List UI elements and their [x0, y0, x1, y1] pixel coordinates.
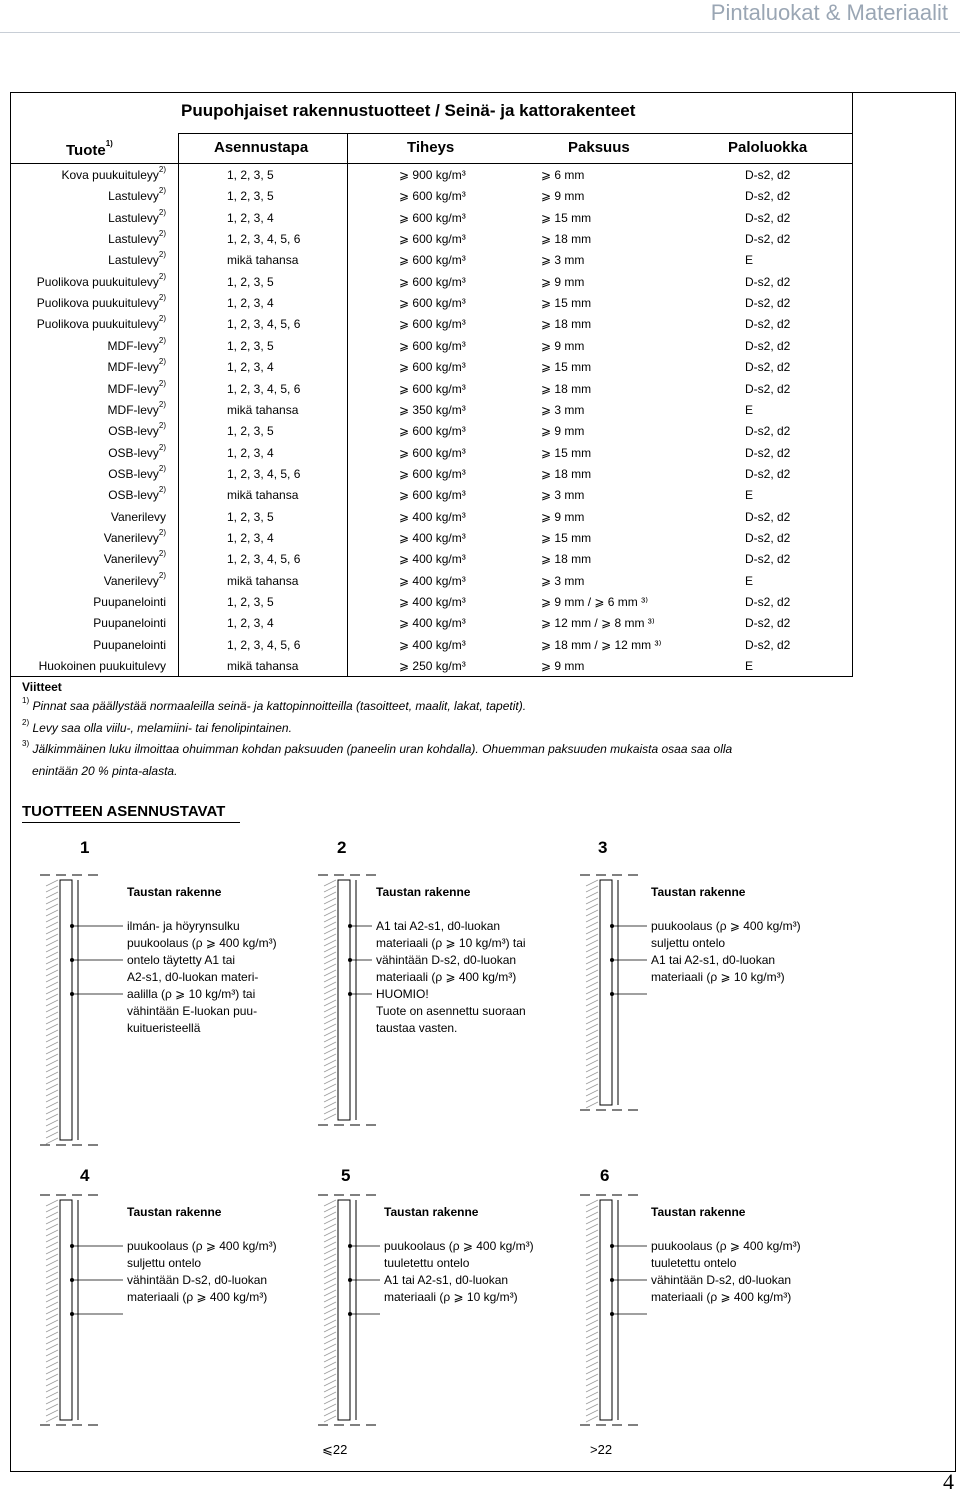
cell-thickness: ⩾ 15 mm — [541, 445, 592, 460]
diagram-label: puukoolaus (ρ ⩾ 400 kg/m³) — [127, 936, 277, 950]
diagram-label: materiaali (ρ ⩾ 10 kg/m³) — [384, 1290, 518, 1304]
cell-thickness: ⩾ 3 mm — [541, 573, 585, 588]
footnote-ref: 2) — [158, 229, 166, 239]
cell-density: ⩾ 400 kg/m³ — [399, 509, 466, 524]
table-row — [11, 570, 852, 591]
cell-fire-class: D-s2, d2 — [745, 189, 791, 204]
footnote-ref: 2) — [158, 207, 166, 217]
table-rule-top — [178, 133, 853, 134]
cell-method: 1, 2, 3, 4 — [227, 445, 274, 460]
cell-fire-class: E — [745, 659, 754, 674]
cell-fire-class: E — [745, 573, 754, 588]
col-header-thickness: Paksuus — [568, 139, 630, 156]
cell-method: 1, 2, 3, 4, 5, 6 — [227, 466, 301, 481]
cell-thickness: ⩾ 18 mm — [541, 552, 592, 567]
footnote-ref: 2) — [158, 442, 166, 452]
cell-fire-class: D-s2, d2 — [745, 424, 791, 439]
cell-product: Kova puukuituleyy$^{2)}$ — [61, 165, 166, 182]
table-col-divider-right — [852, 92, 853, 677]
page-number: 4 — [943, 1469, 954, 1494]
cell-fire-class: D-s2, d2 — [745, 338, 791, 353]
diagram-label: puukoolaus (ρ ⩾ 400 kg/m³) — [384, 1239, 534, 1253]
footnote-ref: 2) — [158, 485, 166, 495]
notes-title: Viitteet — [22, 680, 62, 694]
cell-density: ⩾ 900 kg/m³ — [399, 168, 466, 182]
footnote-ref: 2) — [158, 293, 166, 303]
diagram-label: puukoolaus (ρ ⩾ 400 kg/m³) — [127, 1239, 277, 1253]
table-row — [11, 463, 852, 484]
cell-fire-class: D-s2, d2 — [745, 552, 791, 567]
diagram-label: vähintään D-s2, d0-luokan — [127, 1273, 268, 1287]
diagram-label: taustaa vasten. — [376, 1021, 458, 1035]
footnote-ref: 2) — [158, 186, 166, 196]
table-row — [11, 548, 852, 569]
cell-density: ⩾ 400 kg/m³ — [399, 573, 466, 588]
cell-method: 1, 2, 3, 4, 5, 6 — [227, 381, 301, 396]
gap-small-label: ⩽22 — [322, 1442, 348, 1457]
table-row — [11, 313, 852, 334]
table-row — [11, 185, 852, 206]
col-header-density: Tiheys — [407, 139, 455, 156]
cell-fire-class: D-s2, d2 — [745, 445, 791, 460]
diagram-label: materiaali (ρ ⩾ 10 kg/m³) tai — [376, 936, 526, 950]
footnote-ref: 2) — [158, 378, 166, 388]
cell-method: mikä tahansa — [227, 573, 299, 588]
diagram-number: 5 — [341, 1166, 351, 1185]
table-row — [11, 442, 852, 463]
cell-product: Huokoinen puukuitulevy — [38, 659, 166, 674]
table-row — [11, 207, 852, 228]
cell-product: Lastulevy$^{2)}$ — [108, 207, 166, 225]
cell-method: 1, 2, 3, 4, 5, 6 — [227, 552, 301, 567]
cell-product: Vanerilevy$^{2)}$ — [103, 549, 166, 567]
cell-method: 1, 2, 3, 5 — [227, 168, 274, 182]
diagram-heading: Taustan rakenne — [127, 1205, 222, 1219]
cell-method: 1, 2, 3, 5 — [227, 189, 274, 204]
cell-fire-class: D-s2, d2 — [745, 595, 791, 609]
note-3: $^{3)}$ Jälkimmäinen luku ilmoittaa ohuimman kohdan paksuuden (paneelin uran kohdalla). Ohuemman paksuuden mukaista osaa saa olla — [22, 739, 733, 756]
diagram-number: 4 — [80, 1166, 90, 1185]
cell-method: 1, 2, 3, 5 — [227, 274, 274, 289]
footnote-ref: 2) — [158, 314, 166, 324]
cell-product: Vanerilevy$^{2)}$ — [103, 527, 166, 545]
table-row — [11, 335, 852, 356]
diagram-label: vähintään E-luokan puu- — [127, 1004, 258, 1018]
note-3-cont: enintään 20 % pinta-alasta. — [32, 764, 178, 778]
table-row — [11, 399, 852, 420]
table-row — [11, 292, 852, 313]
diagram-label: HUOMIO! — [376, 987, 429, 1001]
cell-method: mikä tahansa — [227, 253, 299, 268]
cell-product: Lastulevy$^{2)}$ — [108, 250, 166, 268]
diagram-heading: Taustan rakenne — [376, 885, 471, 899]
cell-thickness: ⩾ 9 mm — [541, 274, 585, 289]
diagram-label: puukoolaus (ρ ⩾ 400 kg/m³) — [651, 1239, 801, 1253]
diagram-label: suljettu ontelo — [127, 1256, 202, 1270]
cell-thickness: ⩾ 9 mm — [541, 424, 585, 439]
table-row — [11, 612, 852, 633]
cell-density: ⩾ 600 kg/m³ — [399, 338, 466, 353]
cell-method: 1, 2, 3, 4 — [227, 210, 274, 225]
footnote-ref: 2) — [158, 357, 166, 367]
diagram-label: A2-s1, d0-luokan materi- — [127, 970, 259, 984]
diagram-label: materiaali (ρ ⩾ 10 kg/m³) — [651, 970, 785, 984]
cell-thickness: ⩾ 18 mm — [541, 466, 592, 481]
cell-fire-class: D-s2, d2 — [745, 232, 791, 247]
cell-density: ⩾ 600 kg/m³ — [399, 381, 466, 396]
cell-density: ⩾ 600 kg/m³ — [399, 253, 466, 268]
cell-density: ⩾ 600 kg/m³ — [399, 466, 466, 481]
cell-thickness: ⩾ 15 mm — [541, 530, 592, 545]
table-row — [11, 484, 852, 505]
col-header-fire-class: Paloluokka — [728, 139, 808, 156]
cell-product: Vanerilevy — [110, 509, 166, 524]
cell-density: ⩾ 400 kg/m³ — [399, 595, 466, 609]
leader-lines — [40, 1190, 127, 1390]
diagram-heading: Taustan rakenne — [384, 1205, 479, 1219]
cell-thickness: ⩾ 15 mm — [541, 210, 592, 225]
cell-thickness: ⩾ 9 mm — [541, 509, 585, 524]
footnote-ref: 2) — [158, 165, 166, 174]
cell-method: mikä tahansa — [227, 488, 299, 503]
cell-density: ⩾ 400 kg/m³ — [399, 530, 466, 545]
diagram-label: Tuote on asennettu suoraan — [376, 1004, 526, 1018]
cell-thickness: ⩾ 15 mm — [541, 296, 592, 311]
diagram-label: suljettu ontelo — [651, 936, 726, 950]
cell-fire-class: E — [745, 488, 754, 503]
cell-fire-class: D-s2, d2 — [745, 381, 791, 396]
header-rule — [0, 32, 960, 33]
cell-thickness: ⩾ 9 mm / ⩾ 6 mm ³⁾ — [541, 595, 649, 609]
cell-thickness: ⩾ 15 mm — [541, 360, 592, 375]
cell-product: Puolikova puukuitulevy$^{2)}$ — [36, 314, 166, 332]
cell-product: Puolikova puukuitulevy$^{2)}$ — [36, 271, 166, 289]
cell-product: MDF-levy$^{2)}$ — [107, 378, 166, 396]
cell-density: ⩾ 400 kg/m³ — [399, 637, 466, 652]
cell-fire-class: D-s2, d2 — [745, 296, 791, 311]
table-row — [11, 356, 852, 377]
diagram-label: materiaali (ρ ⩾ 400 kg/m³) — [376, 970, 517, 984]
diagram-label: tuuletettu ontelo — [651, 1256, 737, 1270]
cell-product: MDF-levy$^{2)}$ — [107, 399, 166, 417]
cell-fire-class: E — [745, 253, 754, 268]
cell-method: mikä tahansa — [227, 659, 299, 674]
cell-fire-class: D-s2, d2 — [745, 274, 791, 289]
cell-method: 1, 2, 3, 4 — [227, 360, 274, 375]
cell-thickness: ⩾ 18 mm — [541, 317, 592, 332]
table-title: Puupohjaiset rakennustuotteet / Seinä- ja kattorakenteet — [181, 101, 636, 120]
cell-fire-class: D-s2, d2 — [745, 360, 791, 375]
cell-density: ⩾ 600 kg/m³ — [399, 189, 466, 204]
table-row — [11, 591, 852, 612]
cell-product: OSB-levy$^{2)}$ — [108, 463, 166, 481]
cell-method: 1, 2, 3, 5 — [227, 595, 274, 609]
leader-lines — [318, 1190, 384, 1390]
diagram-label: materiaali (ρ ⩾ 400 kg/m³) — [651, 1290, 792, 1304]
cell-product: MDF-levy$^{2)}$ — [107, 335, 166, 353]
cell-product: Lastulevy$^{2)}$ — [108, 186, 166, 204]
cell-thickness: ⩾ 3 mm — [541, 488, 585, 503]
diagram-label: vähintään D-s2, d0-luokan — [376, 953, 517, 967]
note-1: $^{1)}$ Pinnat saa päällystää normaaleilla seinä- ja kattopinnoitteilla (tasoitteet, maalit, lakat, tapetit). — [22, 696, 527, 713]
cell-density: ⩾ 250 kg/m³ — [399, 659, 466, 674]
page-header-title: Pintaluokat & Materiaalit — [710, 0, 948, 25]
cell-product: MDF-levy$^{2)}$ — [107, 357, 166, 375]
diagram-label: A1 tai A2-s1, d0-luokan — [376, 919, 501, 933]
cell-product: Puupanelointi — [93, 637, 166, 652]
cell-fire-class: D-s2, d2 — [745, 210, 791, 225]
diagram-label: aalilla (ρ ⩾ 10 kg/m³) tai — [127, 987, 256, 1001]
note-2: $^{2)}$ Levy saa olla viilu-, melamiini- tai fenolipintainen. — [22, 718, 292, 735]
diagram-label: ontelo täytetty A1 tai — [127, 953, 236, 967]
cell-product: Puolikova puukuitulevy$^{2)}$ — [36, 293, 166, 311]
cell-density: ⩾ 600 kg/m³ — [399, 445, 466, 460]
cell-fire-class: D-s2, d2 — [745, 509, 791, 524]
cell-thickness: ⩾ 9 mm — [541, 659, 585, 674]
cell-density: ⩾ 600 kg/m³ — [399, 360, 466, 375]
cell-density: ⩾ 400 kg/m³ — [399, 552, 466, 567]
cell-fire-class: D-s2, d2 — [745, 530, 791, 545]
footnote-ref: 2) — [158, 527, 166, 537]
cell-density: ⩾ 600 kg/m³ — [399, 232, 466, 247]
footnote-ref: 2) — [158, 271, 166, 281]
cell-fire-class: D-s2, d2 — [745, 317, 791, 332]
table-row — [11, 420, 852, 441]
footnote-ref: 2) — [158, 250, 166, 260]
cell-method: 1, 2, 3, 4 — [227, 616, 274, 631]
diagram-label: A1 tai A2-s1, d0-luokan — [384, 1273, 509, 1287]
footnote-ref: 2) — [158, 421, 166, 431]
table-row — [11, 271, 852, 292]
diagram-label: materiaali (ρ ⩾ 400 kg/m³) — [127, 1290, 268, 1304]
cell-thickness: ⩾ 18 mm — [541, 232, 592, 247]
cell-method: mikä tahansa — [227, 402, 299, 417]
cell-product: OSB-levy$^{2)}$ — [108, 421, 166, 439]
diagram-heading: Taustan rakenne — [127, 885, 222, 899]
col-header-method: Asennustapa — [214, 139, 309, 156]
diagram-heading: Taustan rakenne — [651, 1205, 746, 1219]
cell-thickness: ⩾ 18 mm / ⩾ 12 mm ³⁾ — [541, 637, 662, 652]
diagram-number: 6 — [600, 1166, 610, 1185]
cell-density: ⩾ 600 kg/m³ — [399, 210, 466, 225]
cell-density: ⩾ 600 kg/m³ — [399, 488, 466, 503]
cell-product: Lastulevy$^{2)}$ — [108, 229, 166, 247]
methods-title-underline — [22, 822, 240, 823]
footnote-ref: 2) — [158, 335, 166, 345]
footnote-ref: 2) — [158, 549, 166, 559]
cell-product: OSB-levy$^{2)}$ — [108, 442, 166, 460]
cell-thickness: ⩾ 9 mm — [541, 338, 585, 353]
diagram-label: ilmán- ja höyrynsulku — [127, 919, 240, 933]
cell-fire-class: D-s2, d2 — [745, 616, 791, 631]
diagram-number: 2 — [337, 838, 347, 857]
leader-lines — [580, 1190, 651, 1390]
gap-large-label: >22 — [590, 1442, 613, 1457]
table-row — [11, 164, 852, 185]
diagram-label: kuitueristeellä — [127, 1021, 201, 1035]
cell-density: ⩾ 400 kg/m³ — [399, 616, 466, 631]
cell-method: 1, 2, 3, 4, 5, 6 — [227, 637, 301, 652]
cell-method: 1, 2, 3, 4 — [227, 296, 274, 311]
cell-thickness: ⩾ 3 mm — [541, 253, 585, 268]
cell-product: Puupanelointi — [93, 616, 166, 631]
cell-density: ⩾ 350 kg/m³ — [399, 402, 466, 417]
col-header-product: Tuote$^{1)}$ — [66, 139, 113, 159]
cell-method: 1, 2, 3, 4 — [227, 530, 274, 545]
cell-fire-class: D-s2, d2 — [745, 168, 791, 182]
diagram-label: vähintään D-s2, d0-luokan — [651, 1273, 792, 1287]
cell-density: ⩾ 600 kg/m³ — [399, 317, 466, 332]
footnote-ref: 2) — [158, 463, 166, 473]
cell-thickness: ⩾ 18 mm — [541, 381, 592, 396]
table-row — [11, 634, 852, 655]
cell-thickness: ⩾ 3 mm — [541, 402, 585, 417]
cell-fire-class: D-s2, d2 — [745, 466, 791, 481]
table-row — [11, 527, 852, 548]
cell-density: ⩾ 600 kg/m³ — [399, 274, 466, 289]
footnote-ref: 2) — [158, 399, 166, 409]
cell-method: 1, 2, 3, 4, 5, 6 — [227, 317, 301, 332]
cell-thickness: ⩾ 9 mm — [541, 189, 585, 204]
leader-lines — [40, 870, 127, 1070]
cell-method: 1, 2, 3, 5 — [227, 424, 274, 439]
methods-title: TUOTTEEN ASENNUSTAVAT — [22, 803, 226, 820]
cell-thickness: ⩾ 12 mm / ⩾ 8 mm ³⁾ — [541, 616, 655, 631]
diagram-number: 3 — [598, 838, 608, 857]
cell-product: Puupanelointi — [93, 595, 166, 609]
diagram-label: tuuletettu ontelo — [384, 1256, 470, 1270]
diagram-heading: Taustan rakenne — [651, 885, 746, 899]
cell-density: ⩾ 600 kg/m³ — [399, 424, 466, 439]
table-row — [11, 378, 852, 399]
cell-product: Vanerilevy$^{2)}$ — [103, 570, 166, 588]
cell-method: 1, 2, 3, 5 — [227, 338, 274, 353]
table-row — [11, 228, 852, 249]
leader-lines — [580, 870, 651, 1070]
cell-fire-class: E — [745, 402, 754, 417]
leader-lines — [318, 870, 376, 1070]
diagram-label: puukoolaus (ρ ⩾ 400 kg/m³) — [651, 919, 801, 933]
cell-method: 1, 2, 3, 4, 5, 6 — [227, 232, 301, 247]
diagram-number: 1 — [80, 838, 90, 857]
cell-product: OSB-levy$^{2)}$ — [108, 485, 166, 503]
cell-thickness: ⩾ 6 mm — [541, 168, 585, 182]
cell-fire-class: D-s2, d2 — [745, 637, 791, 652]
cell-method: 1, 2, 3, 5 — [227, 509, 274, 524]
diagram-label: A1 tai A2-s1, d0-luokan — [651, 953, 776, 967]
table-row — [11, 655, 852, 676]
table-row — [11, 506, 852, 527]
footnote-ref: 2) — [158, 570, 166, 580]
table-row — [11, 249, 852, 270]
cell-density: ⩾ 600 kg/m³ — [399, 296, 466, 311]
